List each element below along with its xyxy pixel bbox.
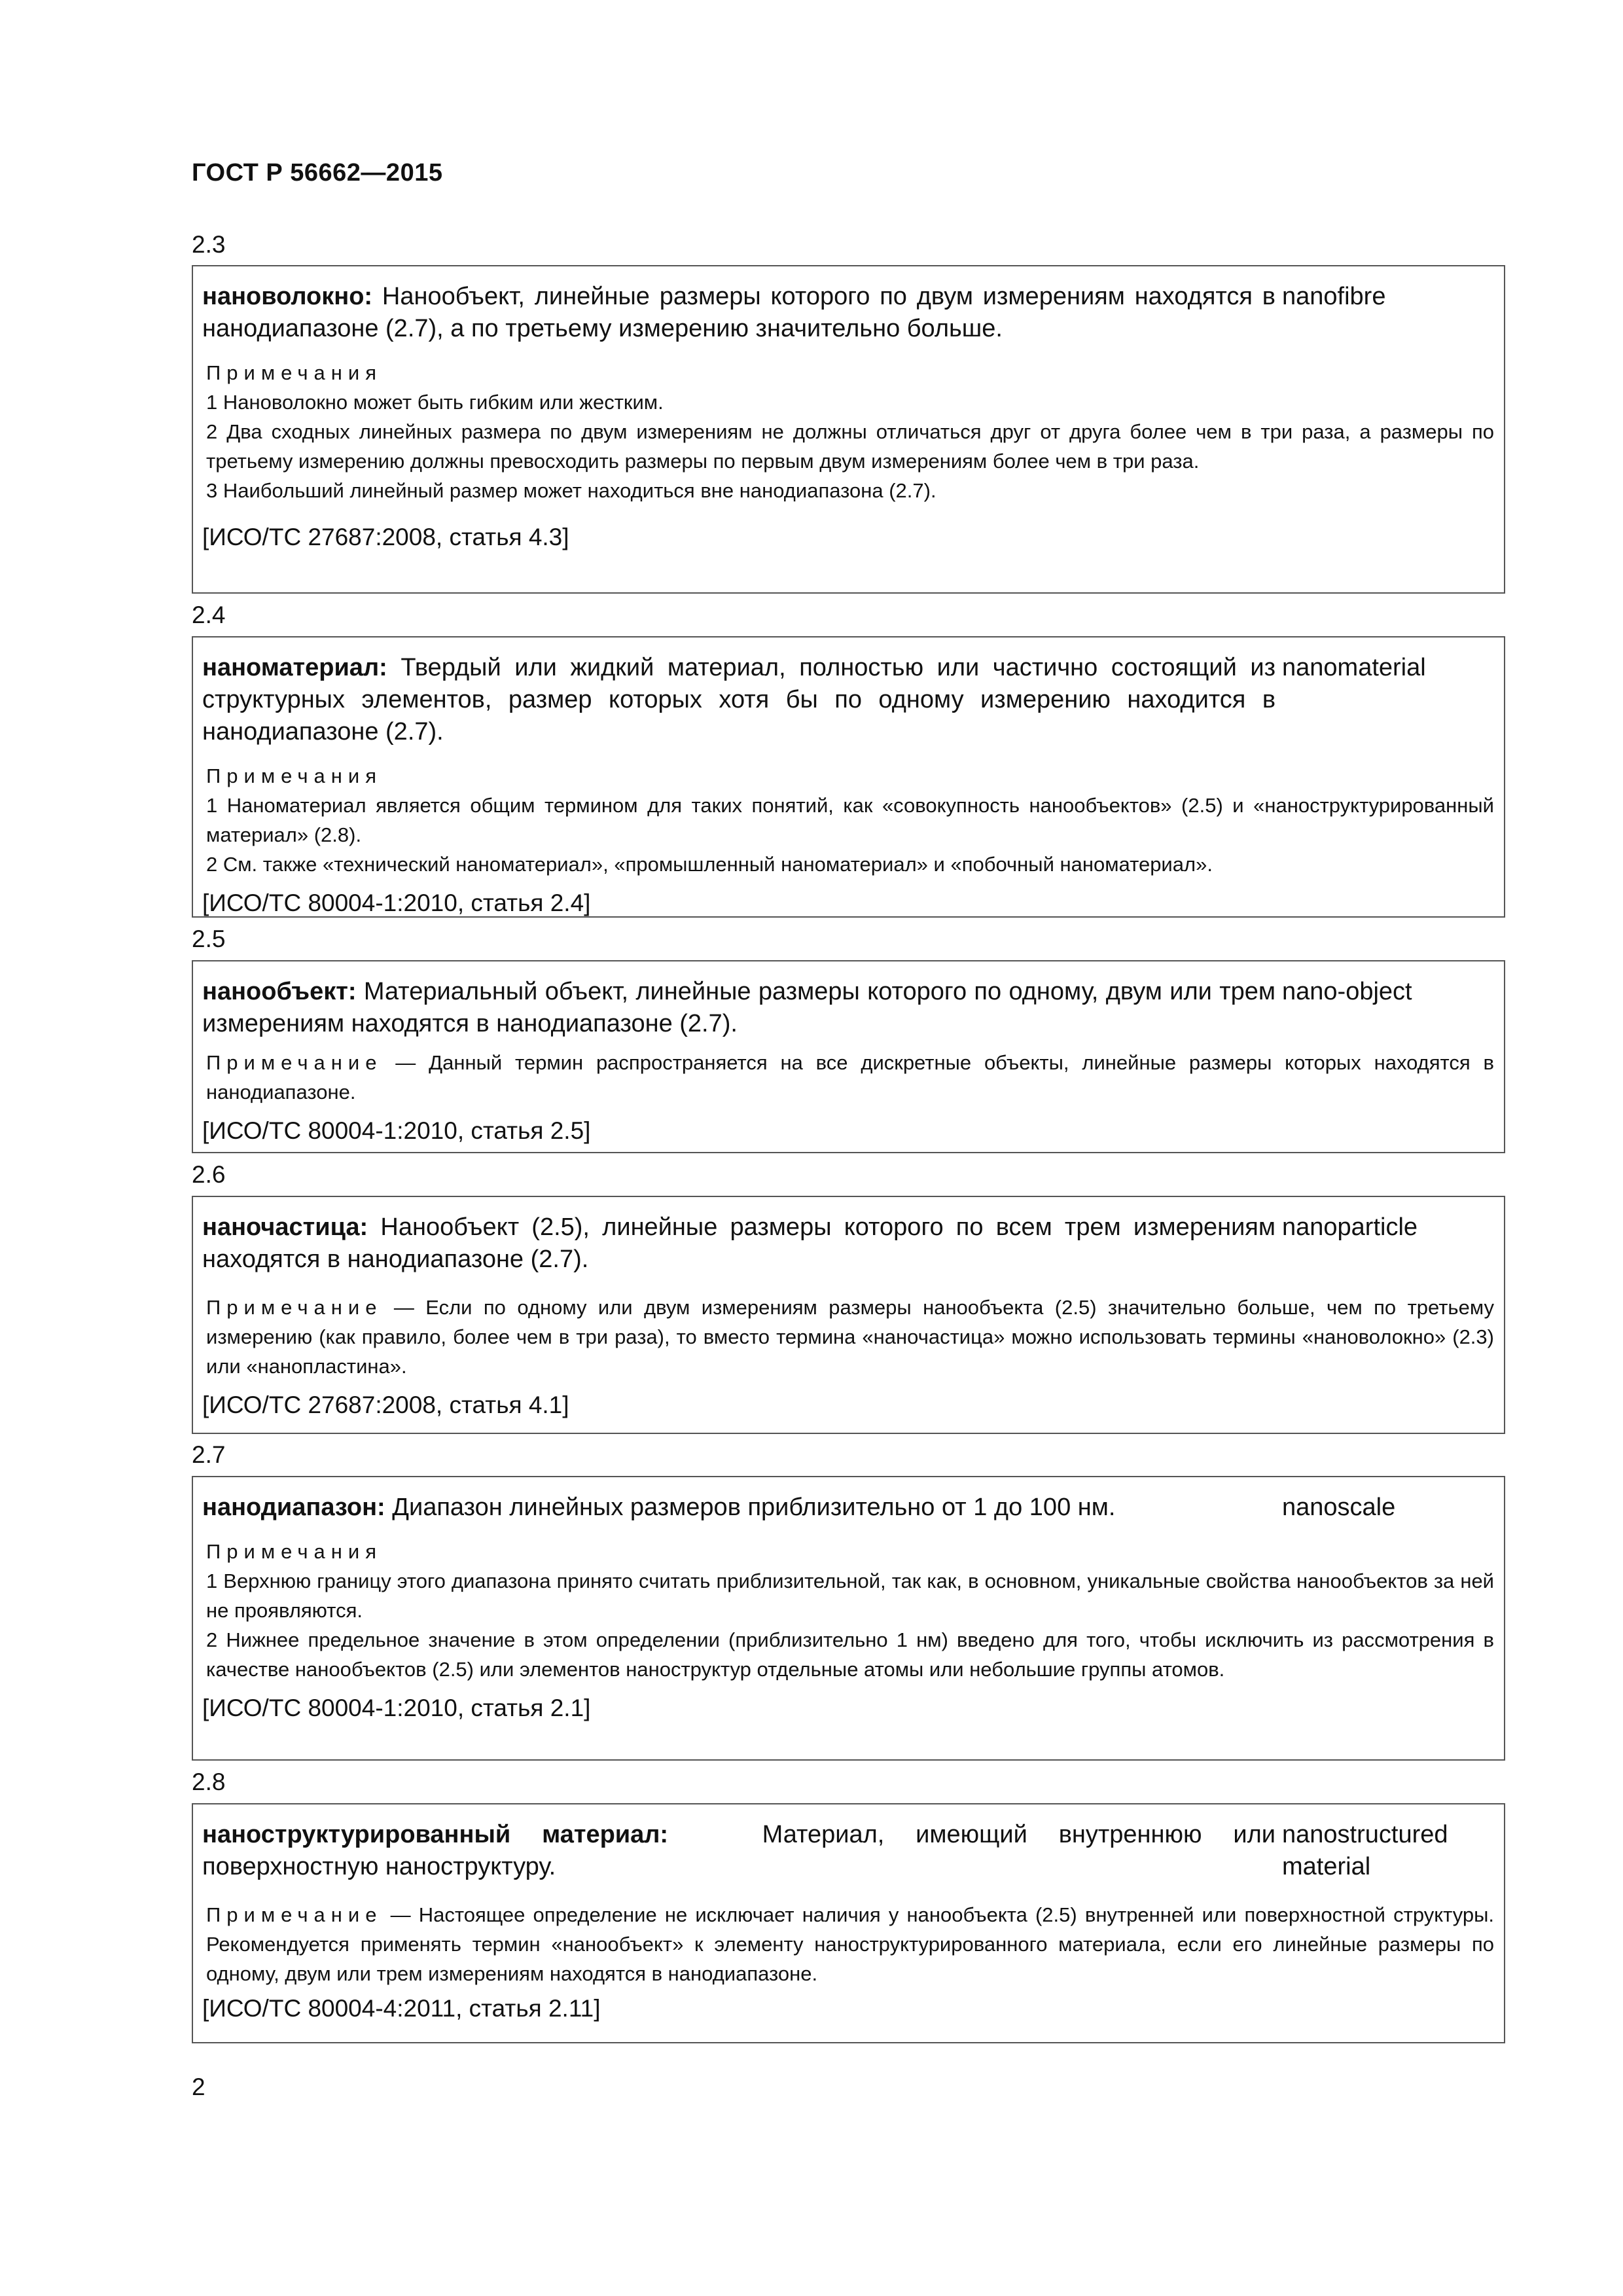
english-term: nanoscale [1282,1494,1396,1521]
entry-number: 2.3 [192,231,226,258]
term: наноструктурированный материал: [202,1821,669,1848]
note: 3 Наибольший линейный размер может находиться вне нанодиапазона (2.7). [206,479,936,502]
note: — Данный термин распространяется на все дискретные объекты, линейные размеры которых находятся в нанодиапазоне. [206,1051,1494,1103]
definition-text: Твердый или жидкий материал, полностью или частично состоящий из структурных элементов, размер которых хотя бы по одному измерению находится в нанодиапазоне (2.7). [202,654,1276,745]
entry-number: 2.4 [192,601,226,628]
definition-text: Диапазон линейных размеров приблизительно от 1 до 100 нм. [392,1494,1116,1521]
note: 2 Два сходных линейных размера по двум измерениям не должны отличаться друг от друга более чем в три раза, а размеры по третьему измерению должны превосходить размеры по первым двум измерениям более чем в три раза. [206,420,1494,473]
definition [202,976,1275,1040]
note: — Если по одному или двум измерениям размеры нанообъекта (2.5) значительно больше, чем по третьему измерению (как правило, более чем в три раза), то вместо термина «наночастица» можно использовать термины «нановолокно» (2.3) или «нанопластина». [206,1296,1494,1378]
definition-text: Нанообъект, линейные размеры которого по двум измерениям находятся в нанодиапазоне (2.7), а по третьему измерению значительно больше. [202,283,1275,342]
notes-title: Примечание [206,1903,383,1926]
definition [202,1492,1275,1524]
source-reference: [ИСО/ТС 27687:2008, статья 4.1] [202,1391,569,1418]
entry-number: 2.5 [192,925,226,952]
source-reference: [ИСО/ТС 80004-1:2010, статья 2.1] [202,1695,591,1721]
english-term: nanostructured material [1282,1821,1448,1880]
note: 1 Верхнюю границу этого диапазона принято считать приблизительной, так как, в основном, уникальные свойства нанообъектов за ней не проявляются. [206,1570,1494,1622]
notes [206,1293,1494,1381]
notes [206,1900,1494,1988]
term-entry [192,1476,1505,1761]
source-reference: [ИСО/ТС 80004-1:2010, статья 2.5] [202,1117,591,1144]
notes-title: Примечание [206,1296,383,1319]
note: 1 Нановолокно может быть гибким или жестким. [206,391,664,414]
notes [206,1048,1494,1107]
term-entry [192,265,1505,594]
notes-title: Примечания [206,1540,382,1563]
term: наночастица: [202,1213,368,1241]
term-entry [192,960,1505,1153]
term-entry [192,1803,1505,2043]
notes-title: Примечания [206,764,382,787]
document-header: ГОСТ Р 56662—2015 [192,159,443,187]
entry-number: 2.8 [192,1768,226,1795]
definition-text: Материал, имеющий внутреннюю или поверхностную наноструктуру. [202,1821,1275,1880]
notes [206,358,1494,505]
source-reference: [ИСО/ТС 80004-1:2010, статья 2.4] [202,889,591,916]
notes [206,761,1494,879]
source-reference: [ИСО/ТС 27687:2008, статья 4.3] [202,524,569,550]
english-term: nanoparticle [1282,1213,1418,1241]
note: 2 См. также «технический наноматериал», «промышленный наноматериал» и «побочный наноматериал». [206,853,1213,876]
notes-title: Примечание [206,1051,383,1074]
definition [202,652,1275,748]
page-number: 2 [192,2073,205,2100]
term-entry [192,636,1505,918]
notes [206,1537,1494,1684]
term: нанодиапазон: [202,1494,385,1521]
notes-title: Примечания [206,361,382,384]
english-term: nanomaterial [1282,654,1426,681]
note: 1 Наноматериал является общим термином для таких понятий, как «совокупность нанообъектов» (2.5) и «наноструктурированный материал» (2.8). [206,794,1494,846]
definition [202,1211,1275,1276]
term: нановолокно: [202,283,373,310]
english-term: nanofibre [1282,283,1386,310]
definition [202,281,1275,345]
definition-text: Нанообъект (2.5), линейные размеры которого по всем трем измерениям находятся в нанодиапазоне (2.7). [202,1213,1275,1273]
note: 2 Нижнее предельное значение в этом определении (приблизительно 1 нм) введено для того, чтобы исключить из рассмотрения в качестве нанообъектов (2.5) или элементов наноструктур отдельные атомы или небольшие группы атомов. [206,1628,1494,1681]
note: — Настоящее определение не исключает наличия у нанообъекта (2.5) внутренней или поверхностной структуры. Рекомендуется применять термин «нанообъект» к элементу наноструктурированного материала, если его линейные размеры по одному, двум или трем измерениям находятся в нанодиапазоне. [206,1903,1494,1985]
english-term: nano-object [1282,978,1412,1005]
term: наноматериал: [202,654,387,681]
entry-number: 2.7 [192,1441,226,1468]
entry-number: 2.6 [192,1161,226,1188]
definition [202,1819,1275,1883]
source-reference: [ИСО/ТС 80004-4:2011, статья 2.11] [202,1995,601,2022]
term-entry [192,1196,1505,1434]
definition-text: Материальный объект, линейные размеры которого по одному, двум или трем измерениям находятся в нанодиапазоне (2.7). [202,978,1276,1037]
term: нанообъект: [202,978,357,1005]
